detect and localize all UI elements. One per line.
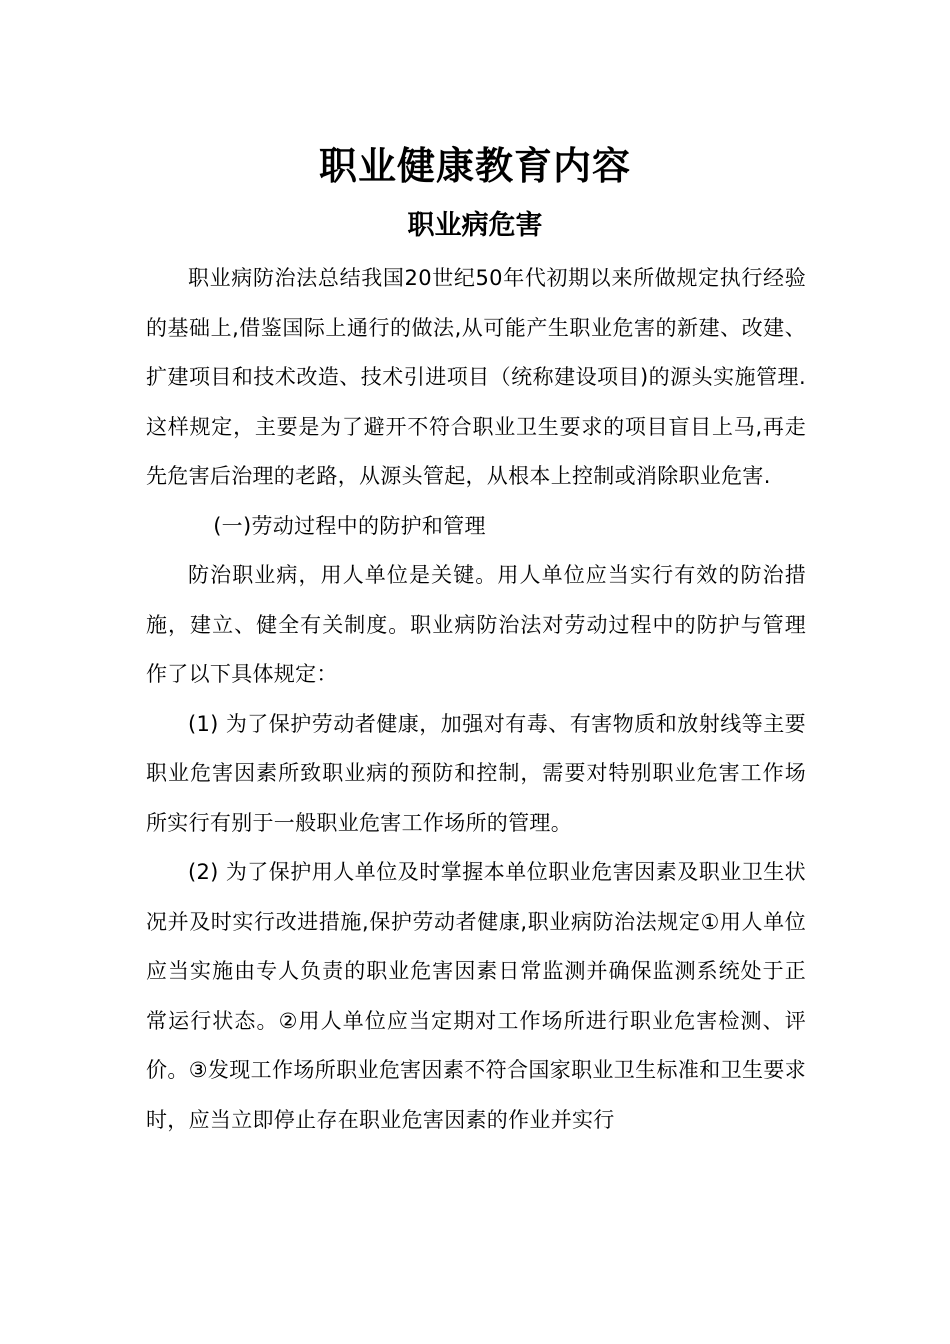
section-title: 职业病危害	[407, 210, 543, 241]
document-title: 职业健康教育内容	[318, 144, 631, 188]
paragraph-prevention: 防治职业病，用人单位是关键。用人单位应当实行有效的防治措施，建立、健全有关制度。职业病防治法对劳动过程中的防护与管理作了以下具体规定：	[146, 563, 806, 686]
paragraph-item-2: (2) 为了保护用人单位及时掌握本单位职业危害因素及职业卫生状况并及时实行改进措施,保护劳动者健康,职业病防治法规定①用人单位应当实施由专人负责的职业危害因素日常监测并确保监测系统处于正常运行状态。②用人单位应当定期对工作场所进行职业危害检测、评价。③发现工作场所职业危害因素不符合国家职业卫生标准和卫生要求时，应当立即停止存在职业危害因素的作业并实行	[146, 860, 806, 1132]
paragraph-item-1: (1) 为了保护劳动者健康，加强对有毒、有害物质和放射线等主要职业危害因素所致职业病的预防和控制，需要对特别职业危害工作场所实行有别于一般职业危害工作场所的管理。	[146, 711, 806, 835]
paragraph-intro: 职业病防治法总结我国20世纪50年代初期以来所做规定执行经验的基础上,借鉴国际上通行的做法,从可能产生职业危害的新建、改建、扩建项目和技术改造、技术引进项目（统称建设项目)的源头实施管理.这样规定，主要是为了避开不符合职业卫生要求的项目盲目上马,再走先危害后治理的老路，从源头管起，从根本上控制或消除职业危害.	[146, 266, 806, 488]
subsection-heading: (一)劳动过程中的防护和管理	[213, 513, 486, 538]
document-body	[146, 254, 806, 1145]
